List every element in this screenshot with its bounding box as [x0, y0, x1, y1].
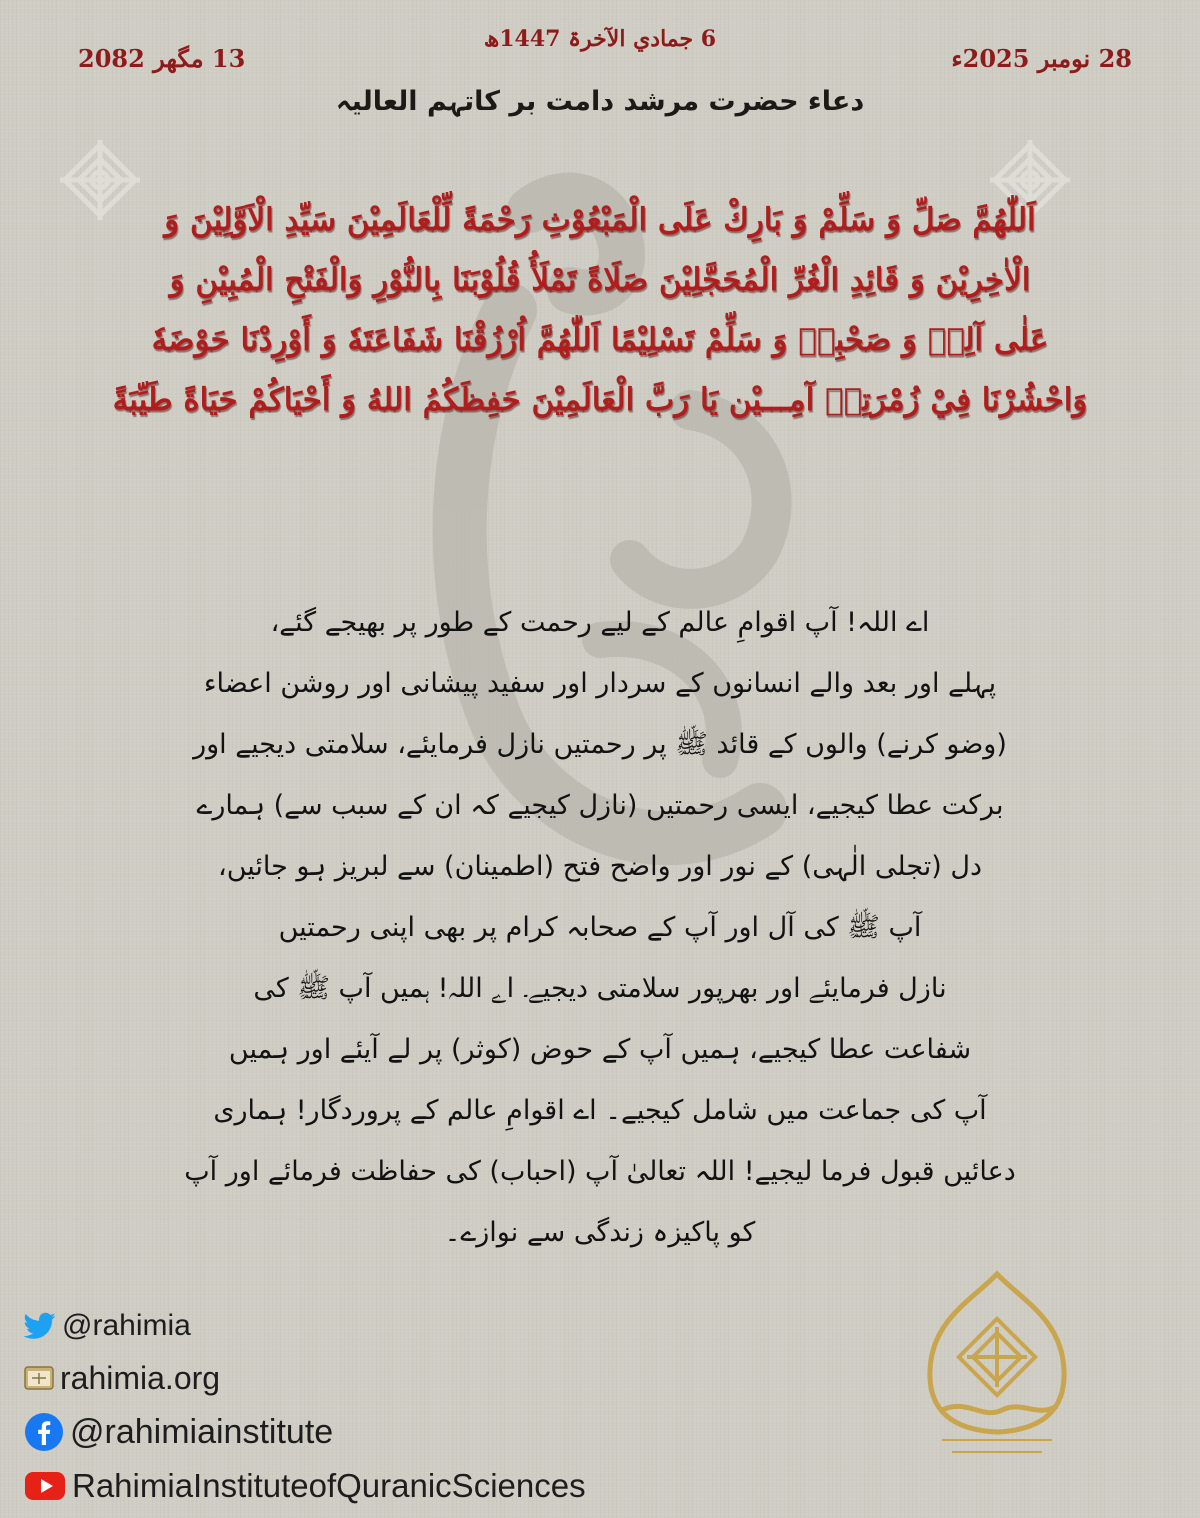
youtube-channel: RahimiaInstituteofQuranicSciences: [72, 1467, 586, 1504]
urdu-line: آپ ﷺ کی آل اور آپ کے صحابہ کرام پر بھی اپنی رحمتیں: [278, 912, 922, 943]
urdu-line: پہلے اور بعد والے انسانوں کے سردار اور سفید پیشانی اور روشن اعضاء: [203, 668, 997, 699]
twitter-icon: [24, 1312, 56, 1340]
urdu-translation: [160, 592, 1040, 1263]
urdu-line: برکت عطا کیجیے، ایسی رحمتیں (نازل کیجیے کہ ان کے سبب سے) ہمارے: [196, 790, 1004, 821]
arabic-dua-line: اَللّٰھُمَّ صَلِّ وَ سَلِّمْ وَ بَارِكْ عَلَى الْمَبْعُوْثِ رَحْمَةً لِّلْعَالَمِيْنَ سَيِّدِ الْاَوَّلِيْنَ وَ: [164, 202, 1036, 238]
web-icon: [24, 1365, 54, 1391]
twitter-link[interactable]: [24, 1306, 684, 1346]
website-url: rahimia.org: [60, 1359, 221, 1396]
rahimia-logo: [912, 1270, 1082, 1480]
hijri-date: 6 جمادي الآخرۃ 1447ھ: [483, 26, 717, 52]
arabic-dua-line: وَاحْشُرْنَا فِيْ زُمْرَتِهٖ آمِـــيْن يَا رَبَّ الْعَالَمِيْنَ حَفِظَكُمُ اللهُ وَ أَحْيَاكُمْ حَيَاةً طَيِّبَةً: [112, 382, 1088, 418]
youtube-link[interactable]: [24, 1464, 684, 1508]
urdu-line: کو پاکیزہ زندگی سے نوازے۔: [444, 1217, 756, 1248]
urdu-line: شفاعت عطا کیجیے، ہمیں آپ کے حوض (کوثر) پر لے آیئے اور ہمیں: [228, 1034, 972, 1065]
twitter-handle: @rahimia: [62, 1309, 191, 1342]
facebook-icon: [24, 1412, 64, 1452]
youtube-icon: [24, 1471, 66, 1501]
gregorian-date: 28 نومبر 2025ء: [951, 44, 1132, 73]
urdu-line: آپ کی جماعت میں شامل کیجیے۔ اے اقوامِ عالم کے پروردگار! ہماری: [213, 1095, 987, 1126]
facebook-link[interactable]: [24, 1410, 684, 1454]
arabic-dua-line: الْاٰخِرِيْنَ وَ قَائِدِ الْغُرِّ الْمُحَجَّلِيْنَ صَلَاةً تَمْلَأُ قُلُوْبَنَا بِالنُّوْرِ وَالْفَتْحِ الْمُبِيْنِ وَ: [169, 262, 1031, 298]
urdu-line: دعائیں قبول فرما لیجیے! اللہ تعالیٰ آپ (احباب) کی حفاظت فرمائے اور آپ: [184, 1156, 1016, 1187]
arabic-dua: [80, 190, 1120, 430]
bikrami-date: 13 مگھر 2082: [78, 44, 246, 73]
urdu-line: (وضو کرنے) والوں کے قائد ﷺ پر رحمتیں نازل فرمایئے، سلامتی دیجیے اور: [193, 729, 1007, 760]
page-title: دعاء حضرت مرشد دامت بر کاتہم العالیہ: [335, 86, 865, 117]
urdu-line: نازل فرمایئے اور بھرپور سلامتی دیجیے۔ اے اللہ! ہمیں آپ ﷺ کی: [253, 973, 947, 1004]
facebook-handle: @rahimiainstitute: [70, 1412, 334, 1451]
urdu-line: اے اللہ! آپ اقوامِ عالم کے لیے رحمت کے طور پر بھیجے گئے،: [270, 607, 930, 638]
arabic-dua-line: عَلٰى آلِهٖ وَ صَحْبِهٖ وَ سَلِّمْ تَسْلِيْمًا اَللّٰهُمَّ اُرْزُقْنَا شَفَاعَتَهٗ وَ أَوْرِدْنَا حَوْضَهٗ: [151, 322, 1049, 358]
urdu-line: دل (تجلی الٰہی) کے نور اور واضح فتح (اطمینان) سے لبریز ہو جائیں،: [217, 851, 983, 882]
social-links: [24, 1306, 684, 1518]
website-link[interactable]: [24, 1356, 684, 1400]
